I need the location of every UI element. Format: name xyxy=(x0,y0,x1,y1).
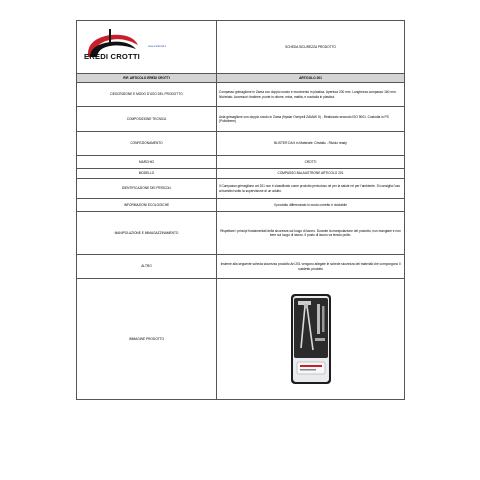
header-row xyxy=(77,21,405,74)
logo-wordmark: EREDI CROTTI xyxy=(84,52,140,61)
info-row xyxy=(77,107,405,132)
info-row xyxy=(77,132,405,156)
article-reference-row xyxy=(77,74,405,83)
logo-cell xyxy=(77,21,217,74)
article-number: ARTICOLO 201 xyxy=(217,74,405,83)
info-row xyxy=(77,179,405,199)
article-reference-label: RIF. ARTICOLO EREDI CROTTI xyxy=(77,74,217,83)
row-value: Il Compasso grimaglione art 201 non è classificato come prodotto pericoloso né per la salute né per l'ambiente. Si consiglia l'uso ai bambini sotto la supervisione di un adulto. xyxy=(217,179,405,199)
info-row xyxy=(77,169,405,179)
row-label: INFORMAZIONI ECOLOGICHE xyxy=(77,199,217,212)
company-address xyxy=(148,45,166,48)
safety-sheet-table xyxy=(76,20,405,400)
image-row-label: IMMAGINE PRODOTTO xyxy=(77,279,217,400)
company-logo xyxy=(80,27,144,67)
row-label: ALTRO xyxy=(77,255,217,279)
document-title: SCHEDA SICUREZZA PRODOTTO xyxy=(217,21,405,74)
row-label: IDENTIFICAZIONE DEI PERICOLI xyxy=(77,179,217,199)
info-row xyxy=(77,199,405,212)
row-value: Asta grimaglione con doppio snodo in Zama (Nystar Overpelt ZAMAK 5) - Realizzato secondo ISO 9001. Custodia in PS (Polistirene) xyxy=(217,107,405,132)
row-value: COMPASSO BALAUSTRONE ARTICOLO 201 xyxy=(217,169,405,179)
row-value: Insieme alla seguente scheda sicurezza prodotto Art 201 vengono allegate le schede sicurezza dei materiali che compongono il suddetto prodotto xyxy=(217,255,405,279)
image-row xyxy=(77,279,405,400)
row-label: CONFEZIONAMENTO xyxy=(77,132,217,156)
info-row xyxy=(77,83,405,107)
row-label: DESCRIZIONE E MODO D'USO DEL PRODOTTO xyxy=(77,83,217,107)
company-website[interactable]: www.eredicrotti.it xyxy=(148,45,167,49)
row-value: BLISTER DA 5 in Materiale: Cristallo - Riciclo ready xyxy=(217,132,405,156)
compass-set-image xyxy=(288,292,334,386)
row-label: MANIPOLAZIONE E IMMAGAZZINAMENTO xyxy=(77,212,217,255)
row-label: MODELLO xyxy=(77,169,217,179)
row-value: Compasso grimaglione in Zama con doppio snodo e movimento in plastica. Apertura 200 mm. Lunghezza compasso 160 mm. Nichelato. Accessori: tiralinee, punte in ottone, mina, matita, e custodia in plastica. xyxy=(217,83,405,107)
info-row xyxy=(77,255,405,279)
info-row xyxy=(77,156,405,169)
row-label: COMPOSIZIONE TECNICA xyxy=(77,107,217,132)
row-value: Rispettare i principi fondamentali della sicurezza sul luogo di lavoro. Durante la manipolazione del prodotto, non mangiare e non bere sul luogo di lavoro. Il posto di lavoro va tenuto pulito. xyxy=(217,212,405,255)
product-image-cell xyxy=(217,279,405,400)
info-row xyxy=(77,212,405,255)
logo-swoosh-icon xyxy=(80,27,144,67)
row-value: Il prodotto differenziato in modo corretto è riciclabile xyxy=(217,199,405,212)
row-value: CROTTI xyxy=(217,156,405,169)
row-label: MARCHIO xyxy=(77,156,217,169)
